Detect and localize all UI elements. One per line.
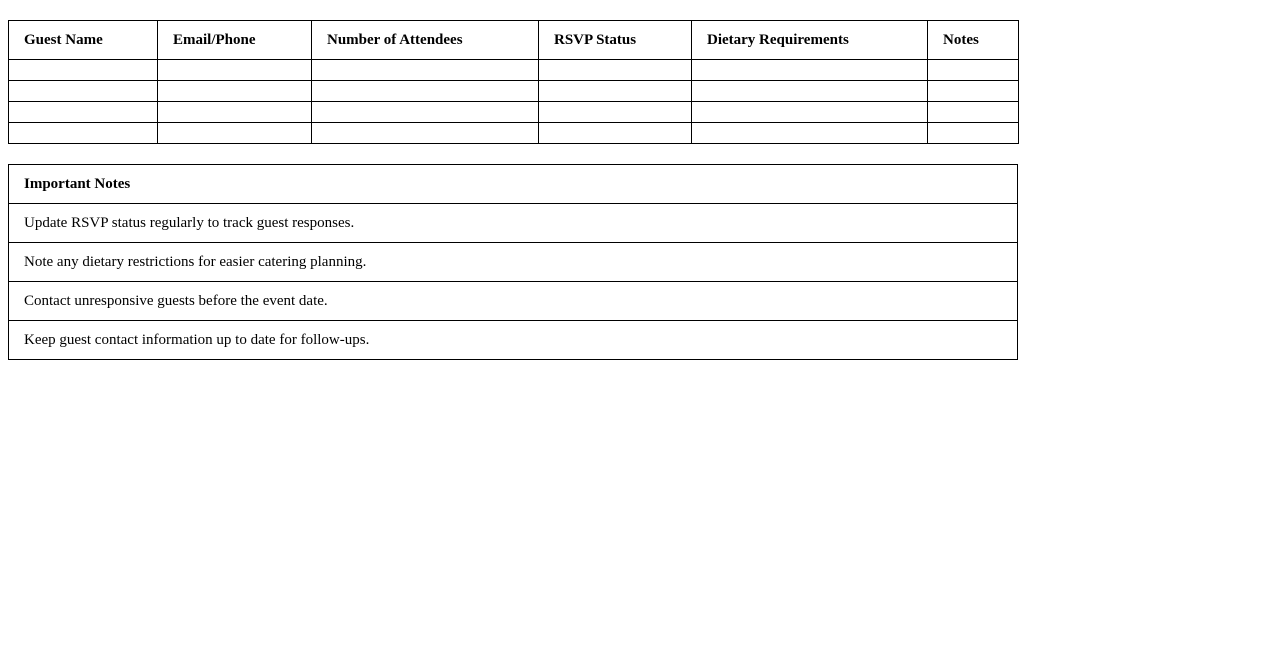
list-item: [9, 243, 1018, 282]
table-row: [9, 60, 1019, 81]
guest-rsvp-table: [8, 20, 1019, 144]
table-cell[interactable]: [158, 81, 312, 102]
header-dietary-requirements: Dietary Requirements: [692, 21, 928, 60]
table-cell[interactable]: [692, 102, 928, 123]
table-cell[interactable]: [158, 102, 312, 123]
notes-title-row: [9, 165, 1018, 204]
header-notes: Notes: [928, 21, 1019, 60]
table-cell[interactable]: [158, 60, 312, 81]
table-cell[interactable]: [539, 102, 692, 123]
header-guest-name: Guest Name: [9, 21, 158, 60]
table-cell[interactable]: [9, 60, 158, 81]
table-row: [9, 123, 1019, 144]
table-cell[interactable]: [692, 81, 928, 102]
note-text: Note any dietary restrictions for easier catering planning.: [9, 243, 1018, 282]
table-cell[interactable]: [539, 81, 692, 102]
table-cell[interactable]: [692, 60, 928, 81]
note-text: Contact unresponsive guests before the event date.: [9, 282, 1018, 321]
table-cell[interactable]: [692, 123, 928, 144]
table-cell[interactable]: [9, 123, 158, 144]
list-item: [9, 204, 1018, 243]
table-cell[interactable]: [928, 60, 1019, 81]
table-cell[interactable]: [539, 123, 692, 144]
header-row: [9, 21, 1019, 60]
table-cell[interactable]: [9, 81, 158, 102]
table-cell[interactable]: [9, 102, 158, 123]
table-row: [9, 102, 1019, 123]
header-email-phone: Email/Phone: [158, 21, 312, 60]
list-item: [9, 282, 1018, 321]
table-cell[interactable]: [312, 102, 539, 123]
list-item: [9, 321, 1018, 360]
note-text: Keep guest contact information up to date for follow-ups.: [9, 321, 1018, 360]
table-cell[interactable]: [539, 60, 692, 81]
notes-title: Important Notes: [9, 165, 1018, 204]
table-cell[interactable]: [312, 60, 539, 81]
table-row: [9, 81, 1019, 102]
important-notes-table: [8, 164, 1018, 360]
table-cell[interactable]: [928, 123, 1019, 144]
table-cell[interactable]: [312, 81, 539, 102]
table-cell[interactable]: [928, 81, 1019, 102]
table-cell[interactable]: [312, 123, 539, 144]
table-cell[interactable]: [158, 123, 312, 144]
header-number-of-attendees: Number of Attendees: [312, 21, 539, 60]
table-cell[interactable]: [928, 102, 1019, 123]
header-rsvp-status: RSVP Status: [539, 21, 692, 60]
note-text: Update RSVP status regularly to track guest responses.: [9, 204, 1018, 243]
